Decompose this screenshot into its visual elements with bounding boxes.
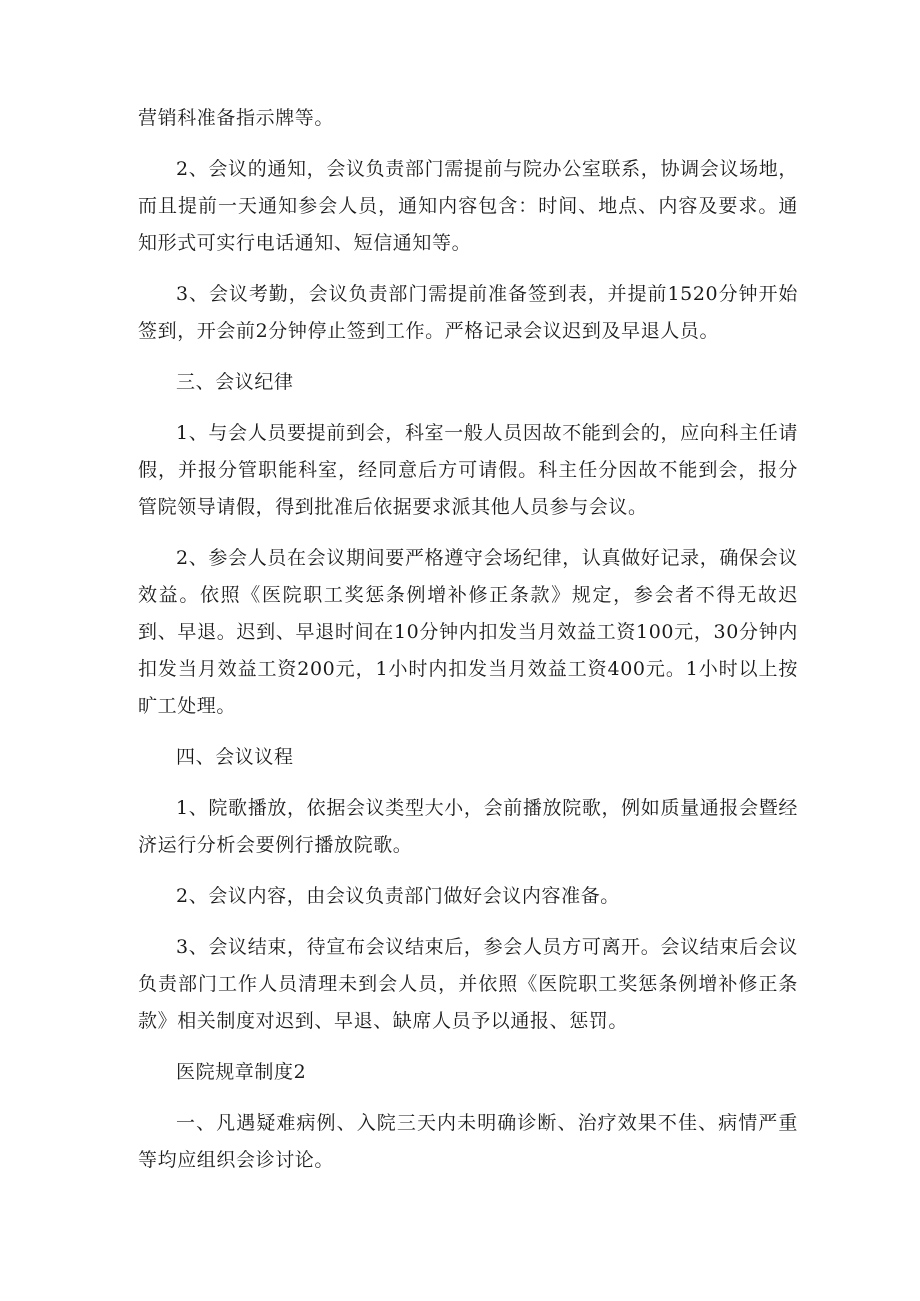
paragraph-meeting-notice: 2、会议的通知，会议负责部门需提前与院办公室联系，协调会议场地，而且提前一天通知参会人员，通知内容包含：时间、地点、内容及要求。通知形式可实行电话通知、短信通知等。: [138, 158, 798, 254]
paragraph-meeting-attendance: 3、会议考勤，会议负责部门需提前准备签到表，并提前1520分钟开始签到，开会前2分钟停止签到工作。严格记录会议迟到及早退人员。: [138, 283, 798, 342]
paragraph-continuation: 营销科准备指示牌等。: [138, 107, 335, 129]
paragraph-meeting-rules: 2、参会人员在会议期间要严格遵守会场纪律，认真做好记录，确保会议效益。依照《医院职工奖惩条例增补修正条款》规定，参会者不得无故迟到、早退。迟到、早退时间在10分钟内扣发当月效益工资100元，30分钟内扣发当月效益工资200元，1小时内扣发当月效益工资400元。1小时以上按旷工处理。: [138, 547, 798, 717]
section-heading-agenda: 四、会议议程: [176, 746, 294, 768]
section-heading-discipline: 三、会议纪律: [176, 371, 294, 393]
paragraph-hospital-song: 1、院歌播放，依据会议类型大小，会前播放院歌，例如质量通报会暨经济运行分析会要例行播放院歌。: [138, 797, 798, 856]
document-body: [138, 100, 798, 1193]
paragraph-meeting-end: 3、会议结束，待宣布会议结束后，参会人员方可离开。会议结束后会议负责部门工作人员清理未到会人员，并依照《医院职工奖惩条例增补修正条款》相关制度对迟到、早退、缺席人员予以通报、惩罚。: [138, 936, 798, 1032]
paragraph-meeting-content: 2、会议内容，由会议负责部门做好会议内容准备。: [176, 885, 620, 907]
paragraph-early-arrival: 1、与会人员要提前到会，科室一般人员因故不能到会的，应向科主任请假，并报分管职能科室，经同意后方可请假。科主任分因故不能到会，报分管院领导请假，得到批准后依据要求派其他人员参与会议。: [138, 422, 798, 518]
paragraph-consultation: 一、凡遇疑难病例、入院三天内未明确诊断、治疗效果不佳、病情严重等均应组织会诊讨论。: [138, 1112, 798, 1171]
section-heading-regulations-2: 医院规章制度2: [176, 1061, 307, 1083]
